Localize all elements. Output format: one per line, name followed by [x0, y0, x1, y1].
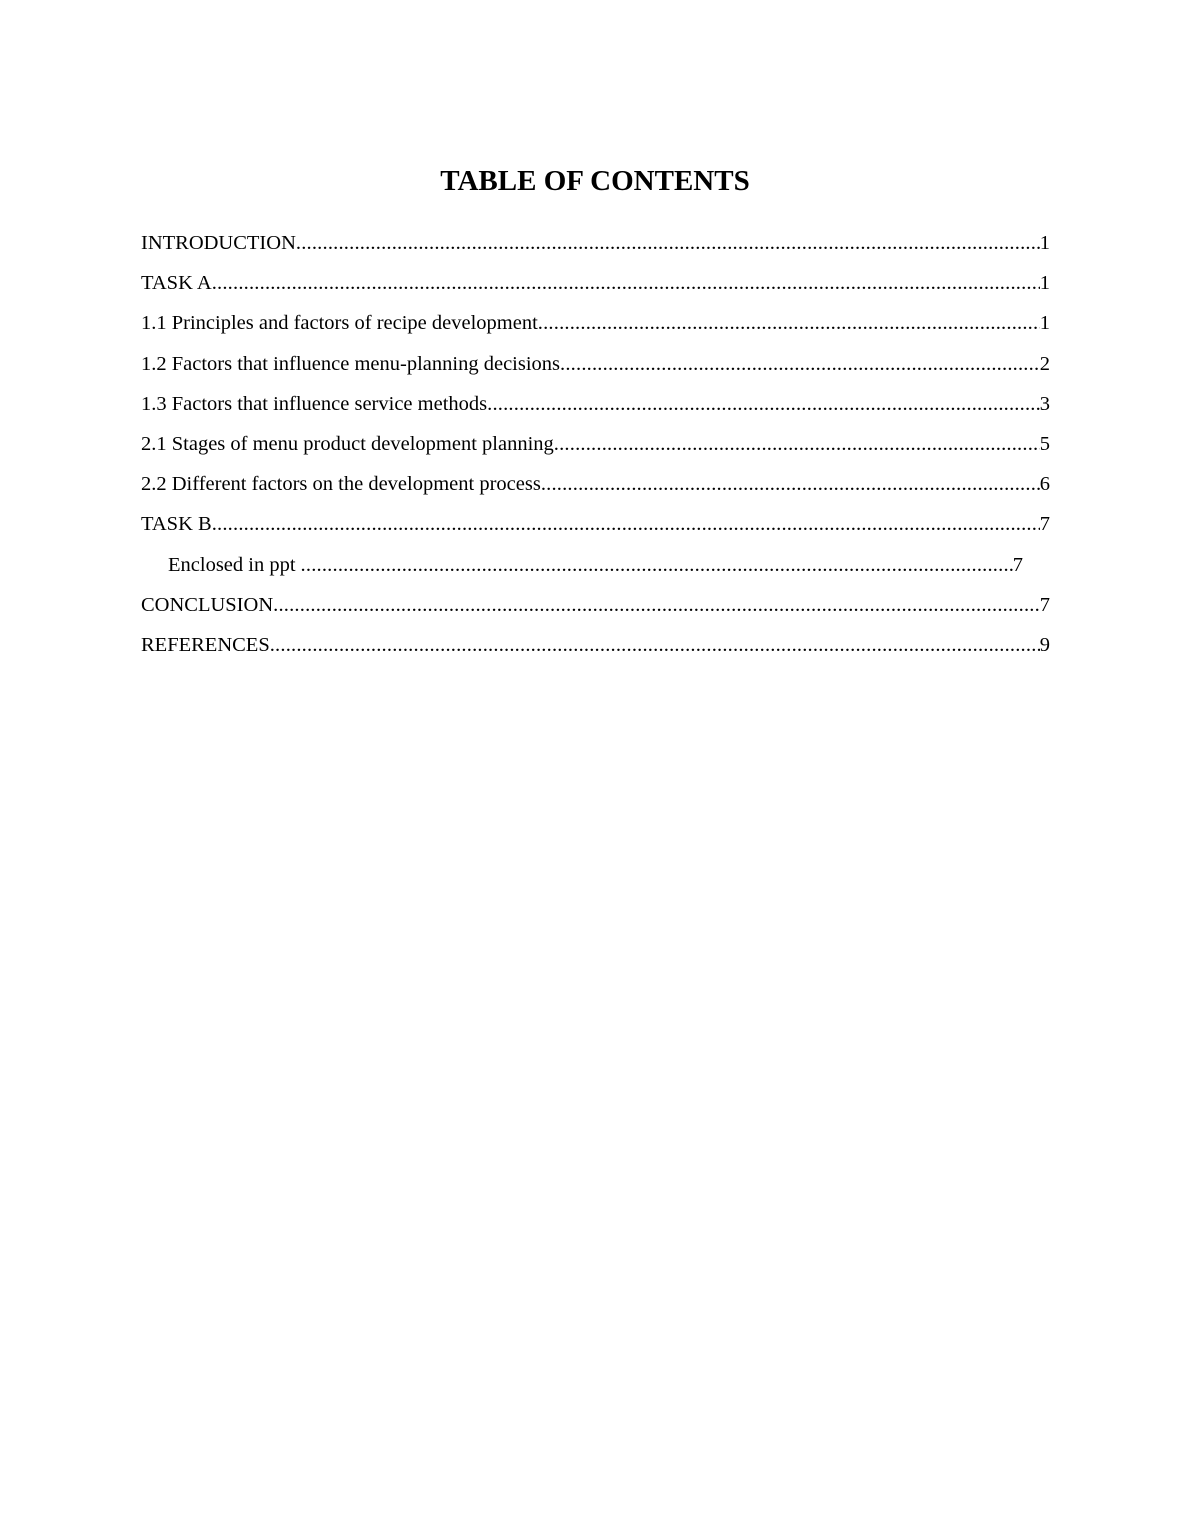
- toc-page-number: 1: [1039, 232, 1050, 254]
- toc-entry-task-b[interactable]: [141, 508, 1050, 548]
- toc-entry-text: Enclosed in ppt: [168, 553, 296, 576]
- toc-entry-text: 1.2 Factors that influence menu-planning decisions: [141, 352, 561, 375]
- toc-leader-dots: [560, 348, 1040, 380]
- toc-leader-dots: [212, 508, 1040, 540]
- toc-entry-1-1[interactable]: [141, 307, 1050, 347]
- toc-page-number: 7: [1039, 513, 1050, 536]
- toc-leader-dots: [301, 549, 1013, 581]
- toc-entry-2-2[interactable]: [141, 468, 1050, 508]
- toc-entry-references[interactable]: [141, 629, 1050, 669]
- toc-leader-dots: [212, 267, 1040, 299]
- toc-page-number: 1: [1039, 272, 1050, 295]
- toc-entry-text: TASK A: [141, 272, 212, 295]
- toc-leader-dots: [270, 629, 1040, 661]
- toc-entry-1-2[interactable]: [141, 348, 1050, 388]
- toc-entry-text: 2.1 Stages of menu product development planning: [141, 432, 554, 455]
- toc-list: [141, 227, 1050, 669]
- toc-entry-text: 1.1 Principles and factors of recipe development: [141, 312, 538, 335]
- toc-leader-dots: [541, 468, 1040, 500]
- toc-page-number: 9: [1039, 633, 1050, 656]
- toc-entry-1-3[interactable]: [141, 388, 1050, 428]
- toc-leader-dots: [296, 227, 1040, 259]
- toc-entry-text: REFERENCES: [141, 633, 270, 656]
- toc-leader-dots: [538, 307, 1040, 339]
- toc-entry-text: 2.2 Different factors on the development process: [141, 473, 541, 496]
- toc-title: TABLE OF CONTENTS: [440, 165, 750, 197]
- toc-page-number: 3: [1039, 392, 1050, 415]
- toc-entry-text: 1.3 Factors that influence service methods: [141, 392, 488, 415]
- toc-page-number: 6: [1039, 473, 1050, 496]
- toc-leader-dots: [554, 428, 1040, 460]
- toc-entry-task-a[interactable]: [141, 267, 1050, 307]
- toc-entry-text: CONCLUSION: [141, 593, 274, 616]
- toc-entry-enclosed-in-ppt[interactable]: [141, 549, 1050, 589]
- toc-page-number: 7: [1039, 593, 1050, 616]
- toc-entry-text: INTRODUCTION: [141, 232, 296, 254]
- toc-page-number: 7: [1012, 553, 1023, 576]
- toc-leader-dots: [487, 388, 1040, 420]
- toc-page-number: 1: [1039, 312, 1050, 335]
- toc-leader-dots: [273, 589, 1040, 621]
- toc-entry-introduction[interactable]: [141, 227, 1050, 267]
- toc-page-number: 5: [1039, 432, 1050, 455]
- toc-entry-text: TASK B: [141, 513, 212, 536]
- toc-entry-2-1[interactable]: [141, 428, 1050, 468]
- toc-page-number: 2: [1039, 352, 1050, 375]
- toc-entry-conclusion[interactable]: [141, 589, 1050, 629]
